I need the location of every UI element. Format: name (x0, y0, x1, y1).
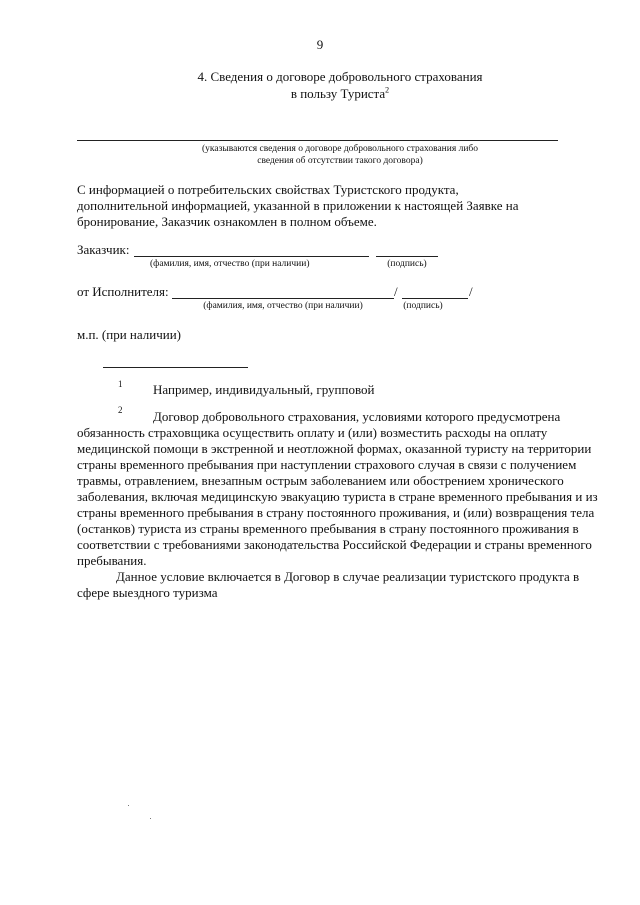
footnote-2-line-2: обязанность страховщика осуществить оплату и (или) возместить расходы на оплату (77, 425, 548, 440)
section-title-line1: 4. Сведения о договоре добровольного страхования (197, 69, 483, 84)
executor-sign-hint: (подпись) (403, 301, 443, 311)
scan-speck (128, 805, 129, 806)
customer-sign-line (376, 256, 438, 257)
footnote-2-line-1: Договор добровольного страхования, условиями которого предусмотрена (153, 409, 561, 424)
footnote-2-line-9: соответствии с требованиями законодательства Российской Федерации и страны временного (77, 537, 592, 552)
footnote-2-line-6: заболевания, включая медицинскую эвакуацию туриста в стране временного пребывания и из (77, 489, 598, 504)
footnote-note-line-1: Данное условие включается в Договор в случае реализации туристского продукта в (116, 569, 580, 584)
insurance-hint-line1: (указываются сведения о договоре добровольного страхования либо (202, 144, 478, 154)
footnote-ref-2: 2 (385, 85, 390, 95)
section-title-line2: в пользу Туриста (290, 86, 386, 101)
section-title (120, 68, 560, 102)
footnote-2-line-5: травмы, отравлением, внезапным острым заболеванием или обострением хронического (77, 473, 564, 488)
executor-name-line (172, 298, 394, 299)
footnote-2-line-10: пребывания. (77, 553, 147, 568)
customer-name-line (134, 256, 369, 257)
page-number: 9 (316, 37, 324, 52)
footnote-2-line-4: страны временного пребывания при наступлении страхового случая в связи с получением (77, 457, 577, 472)
footnote-note-line-2: сфере выездного туризма (77, 585, 218, 600)
info-line-2: дополнительной информацией, указанной в приложении к настоящей Заявке на (77, 198, 519, 213)
footnote-separator (103, 367, 248, 368)
info-paragraph (77, 182, 557, 230)
executor-name-hint: (фамилия, имя, отчество (при наличии) (203, 301, 363, 311)
customer-name-hint: (фамилия, имя, отчество (при наличии) (150, 259, 310, 269)
info-line-3: бронирование, Заказчик ознакомлен в полном объеме. (77, 214, 377, 229)
executor-slash-1: / (394, 284, 398, 299)
footnote-2-text (77, 409, 608, 601)
executor-sign-line (402, 298, 468, 299)
executor-label: от Исполнителя: (77, 284, 169, 299)
scan-speck (150, 818, 151, 819)
insurance-info-hint (150, 143, 530, 167)
info-line-1: С информацией о потребительских свойствах Туристского продукта, (77, 182, 459, 197)
footnote-2-line-7: страны временного пребывания в страну постоянного проживания, и (или) возвращения тела (77, 505, 595, 520)
customer-label: Заказчик: (77, 242, 130, 257)
footnote-1-mark: 1 (118, 379, 123, 389)
insurance-hint-line2: сведения об отсутствии такого договора) (257, 156, 423, 166)
footnote-1-text: Например, индивидуальный, групповой (153, 382, 375, 397)
footnote-2-mark: 2 (118, 405, 123, 415)
insurance-info-line (77, 140, 558, 141)
seal-label: м.п. (при наличии) (77, 327, 181, 342)
footnote-2-line-3: медицинской помощи в экстренной и неотложной формах, оказанной туристу на территории (77, 441, 592, 456)
footnote-2-line-8: (останков) туриста из страны временного пребывания в страну постоянного проживания в (77, 521, 579, 536)
customer-sign-hint: (подпись) (387, 259, 427, 269)
executor-slash-2: / (469, 284, 473, 299)
